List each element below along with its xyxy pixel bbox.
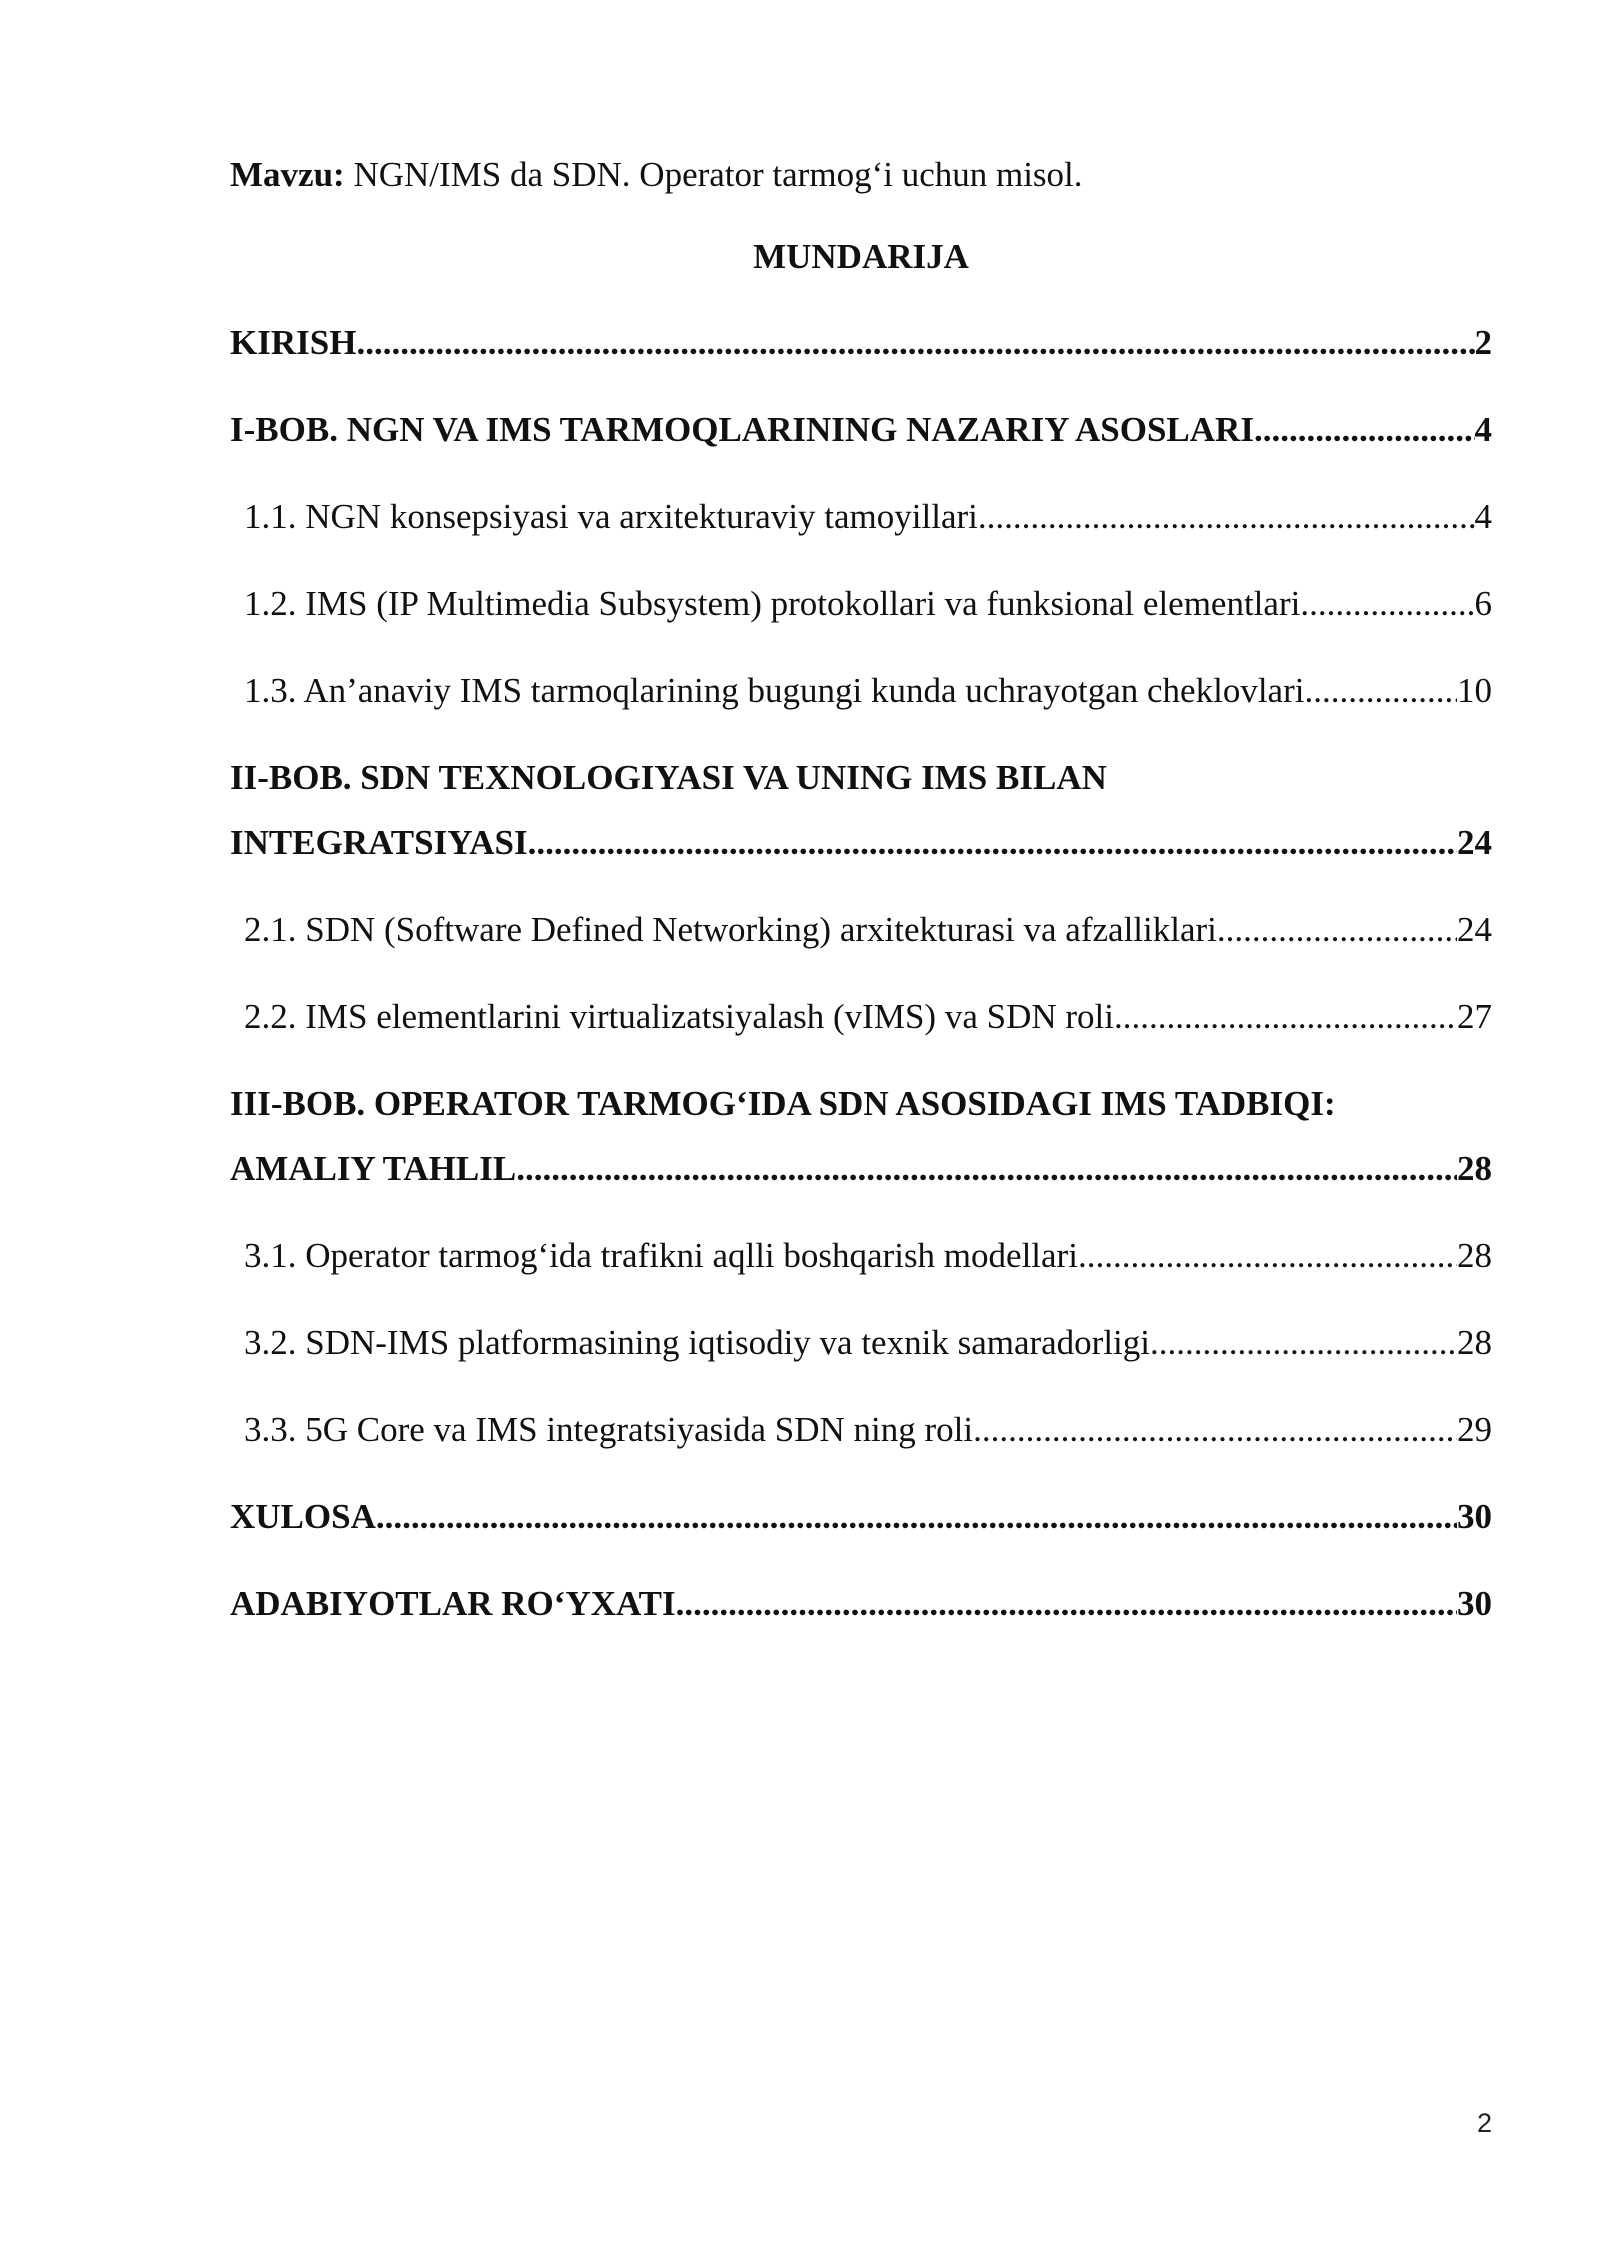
dot-leader [356, 313, 1474, 373]
toc-entry-kirish[interactable] [230, 313, 1492, 373]
dot-leader [516, 1139, 1457, 1199]
toc-entry-3-2[interactable] [230, 1313, 1492, 1373]
toc-entry-chapter-1[interactable] [230, 400, 1492, 460]
dot-leader [978, 487, 1475, 547]
toc-page-number: 4 [1474, 497, 1492, 536]
toc-entry-title: 2.2. IMS elementlarini virtualizatsiyalash (vIMS) va SDN roli [244, 997, 1114, 1036]
toc-entry-1-2[interactable] [230, 574, 1492, 634]
dot-leader [1254, 400, 1475, 460]
toc-entry-chapter-2[interactable] [230, 748, 1492, 873]
toc-entry-adabiyotlar[interactable] [230, 1574, 1492, 1634]
dot-leader [973, 1400, 1457, 1460]
toc-entry-title: I-BOB. NGN VA IMS TARMOQLARINING NAZARIY ASOSLARI [230, 410, 1254, 449]
toc-page-number: 28 [1457, 1323, 1492, 1362]
table-of-contents [230, 313, 1492, 1634]
dot-leader [1304, 661, 1457, 721]
dot-leader [1150, 1313, 1457, 1373]
dot-leader [1300, 574, 1474, 634]
dot-leader [1114, 987, 1457, 1047]
topic-line [230, 145, 1492, 205]
toc-page-number: 24 [1457, 823, 1492, 862]
toc-entry-1-1[interactable] [230, 487, 1492, 547]
dot-leader [1217, 900, 1457, 960]
toc-page-number: 4 [1474, 410, 1492, 449]
toc-page-number: 29 [1457, 1410, 1492, 1449]
toc-entry-title: 1.2. IMS (IP Multimedia Subsystem) protokollari va funksional elementlari [244, 584, 1301, 623]
toc-page-number: 30 [1457, 1584, 1492, 1623]
topic-text: NGN/IMS da SDN. Operator tarmog‘i uchun misol. [344, 155, 1083, 194]
dot-leader [1078, 1226, 1457, 1286]
toc-page-number: 28 [1457, 1149, 1492, 1188]
toc-entry-chapter-3[interactable] [230, 1074, 1492, 1199]
toc-entry-2-2[interactable] [230, 987, 1492, 1047]
toc-entry-title-line2: INTEGRATSIYASI [230, 823, 528, 862]
page-number: 2 [1476, 2108, 1492, 2138]
toc-entry-title: 3.3. 5G Core va IMS integratsiyasida SDN ning roli [244, 1410, 974, 1449]
toc-page-number: 2 [1474, 323, 1492, 362]
toc-entry-title: 3.2. SDN-IMS platformasining iqtisodiy va texnik samaradorligi [244, 1323, 1151, 1362]
toc-entry-title-line2-row [230, 1139, 1492, 1199]
toc-entry-1-3[interactable] [230, 661, 1492, 721]
toc-entry-title-line1: II-BOB. SDN TEXNOLOGIYASI VA UNING IMS BILAN [230, 758, 1107, 797]
toc-entry-xulosa[interactable] [230, 1487, 1492, 1547]
toc-entry-title: ADABIYOTLAR RO‘YXATI [230, 1584, 676, 1623]
toc-page-number: 27 [1457, 997, 1492, 1036]
toc-entry-title: 2.1. SDN (Software Defined Networking) arxitekturasi va afzalliklari [244, 910, 1217, 949]
toc-title: MUNDARIJA [753, 237, 969, 276]
toc-entry-title: XULOSA [230, 1497, 376, 1536]
toc-entry-2-1[interactable] [230, 900, 1492, 960]
toc-page-number: 28 [1457, 1236, 1492, 1275]
toc-page-number: 24 [1457, 910, 1492, 949]
toc-entry-title: 3.1. Operator tarmog‘ida trafikni aqlli boshqarish modellari [244, 1236, 1078, 1275]
toc-entry-title: KIRISH [230, 323, 357, 362]
toc-entry-title-line1: III-BOB. OPERATOR TARMOG‘IDA SDN ASOSIDAGI IMS TADBIQI: [230, 1084, 1336, 1123]
dot-leader [528, 813, 1457, 873]
topic-label: Mavzu: [230, 155, 345, 194]
toc-page-number: 10 [1457, 671, 1492, 710]
toc-entry-3-1[interactable] [230, 1226, 1492, 1286]
dot-leader [376, 1487, 1457, 1547]
toc-page-number: 6 [1474, 584, 1492, 623]
dot-leader [676, 1574, 1457, 1634]
toc-entry-title-line2: AMALIY TAHLIL [230, 1149, 517, 1188]
toc-entry-3-3[interactable] [230, 1400, 1492, 1460]
toc-entry-title: 1.3. An’anaviy IMS tarmoqlarining bugungi kunda uchrayotgan cheklovlari [244, 671, 1305, 710]
toc-entry-title: 1.1. NGN konsepsiyasi va arxitekturaviy tamoyillari [244, 497, 978, 536]
toc-page-number: 30 [1457, 1497, 1492, 1536]
toc-entry-title-line2-row [230, 813, 1492, 873]
page-content [230, 145, 1492, 1661]
